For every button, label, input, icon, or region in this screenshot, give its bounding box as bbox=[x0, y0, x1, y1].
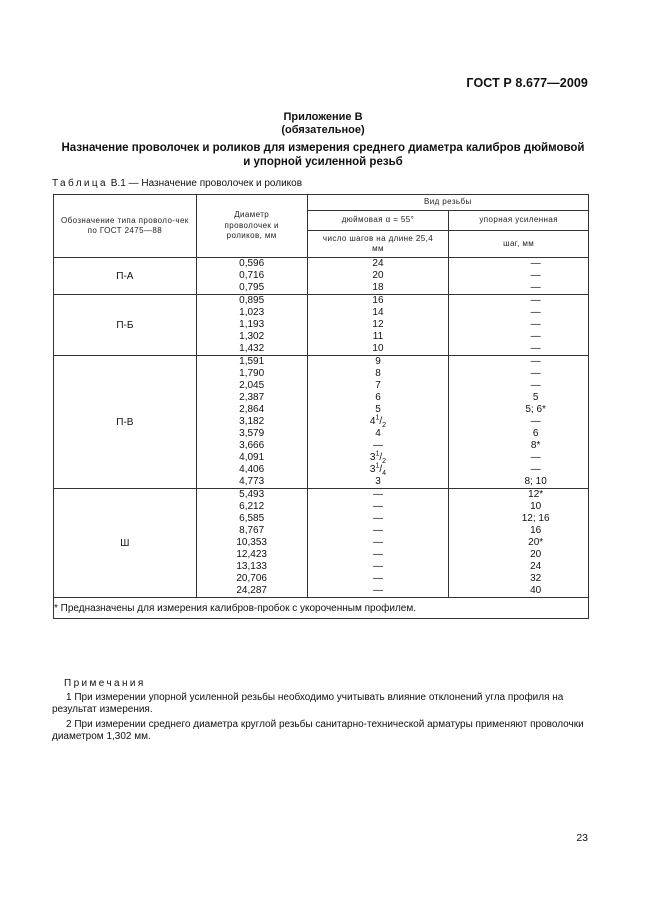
diameters-column-cell bbox=[196, 356, 307, 489]
inch-steps-value bbox=[308, 561, 449, 573]
inch-steps-value-text: 5 bbox=[375, 404, 381, 415]
diameter-value bbox=[197, 525, 307, 537]
fraction-slash: / bbox=[379, 452, 383, 463]
inch-steps-value-text: 14 bbox=[372, 307, 384, 318]
inch-steps-value bbox=[308, 258, 449, 270]
buttress-pitch-value bbox=[449, 307, 588, 319]
table-footnote: * Предназначены для измерения калибров-пробок с укороченным профилем. bbox=[54, 598, 589, 619]
inch-steps-value bbox=[308, 416, 449, 428]
inch-steps-value bbox=[308, 464, 449, 476]
inch-steps-value bbox=[308, 331, 449, 343]
inch-steps-value bbox=[308, 368, 449, 380]
buttress-pitch-value bbox=[449, 258, 588, 270]
buttress-column-cell bbox=[449, 356, 589, 489]
buttress-pitch-value bbox=[449, 573, 588, 585]
buttress-pitch-value bbox=[449, 537, 588, 549]
diameter-value bbox=[197, 428, 307, 440]
inch-steps-value-text: — bbox=[372, 513, 383, 524]
inch-steps-value-text: — bbox=[372, 440, 383, 451]
diameter-value-text: 3,182 bbox=[239, 416, 265, 427]
diameter-value-text: 0,795 bbox=[239, 282, 265, 293]
buttress-pitch-value-text: — bbox=[530, 343, 541, 354]
buttress-pitch-value-text: 8* bbox=[530, 440, 541, 451]
diameter-value bbox=[197, 416, 307, 428]
fraction-numerator: 1 bbox=[375, 414, 380, 422]
buttress-pitch-value bbox=[449, 525, 588, 537]
fraction-denominator: 2 bbox=[382, 422, 387, 429]
buttress-pitch-value bbox=[449, 282, 588, 294]
diameter-value-text: 5,493 bbox=[239, 489, 265, 500]
inch-steps-value-text: 20 bbox=[372, 270, 384, 281]
diameter-value bbox=[197, 549, 307, 561]
inch-steps-value-text: — bbox=[372, 585, 383, 596]
buttress-pitch-value bbox=[449, 452, 588, 464]
diameter-value bbox=[197, 343, 307, 355]
table-row-group bbox=[54, 295, 589, 356]
note-1: 1 При измерении упорной усиленной резьбы необходимо учитывать влияние отклонений угла профиля на результат измерения. bbox=[52, 692, 564, 715]
buttress-pitch-value-text: — bbox=[530, 380, 541, 391]
diameter-value-text: 1,193 bbox=[239, 319, 265, 330]
diameter-value bbox=[197, 513, 307, 525]
diameters-column-cell bbox=[196, 258, 307, 295]
inch-steps-value-text: 16 bbox=[372, 295, 384, 306]
type-designation: П-В bbox=[54, 356, 197, 489]
inch-steps-value bbox=[308, 585, 449, 597]
main-title-line-2: и упорной усиленной резьб bbox=[243, 156, 403, 168]
buttress-pitch-value bbox=[449, 331, 588, 343]
buttress-pitch-value-text: — bbox=[530, 368, 541, 379]
buttress-pitch-value-text: 20* bbox=[528, 537, 544, 548]
buttress-pitch-value bbox=[449, 270, 588, 282]
buttress-pitch-value bbox=[449, 380, 588, 392]
diameters-column-cell bbox=[196, 489, 307, 598]
buttress-pitch-value bbox=[449, 561, 588, 573]
diameter-value-text: 1,591 bbox=[239, 356, 265, 367]
inch-column-cell bbox=[307, 489, 449, 598]
inch-steps-value-text: — bbox=[372, 573, 383, 584]
table-row-group bbox=[54, 489, 589, 598]
main-title bbox=[40, 141, 606, 169]
diameter-value-text: 1,432 bbox=[239, 343, 265, 354]
buttress-pitch-value-text: 8; 10 bbox=[524, 476, 547, 487]
inch-steps-value bbox=[308, 270, 449, 282]
diameters-column-cell bbox=[196, 295, 307, 356]
table-caption-text: В.1 — Назначение проволочек и роликов bbox=[108, 178, 303, 189]
buttress-column-cell bbox=[449, 258, 589, 295]
notes bbox=[52, 678, 590, 746]
document-header: ГОСТ Р 8.677—2009 bbox=[466, 76, 588, 90]
diameter-value bbox=[197, 476, 307, 488]
fraction-numerator: 1 bbox=[375, 450, 380, 458]
inch-column-cell bbox=[307, 356, 449, 489]
table-body bbox=[54, 258, 589, 598]
buttress-pitch-value bbox=[449, 440, 588, 452]
buttress-pitch-value bbox=[449, 585, 588, 597]
inch-steps-value-text: — bbox=[372, 489, 383, 500]
diameter-value bbox=[197, 585, 307, 597]
inch-steps-value-text: 3 bbox=[369, 452, 376, 463]
inch-steps-value-text: 24 bbox=[372, 258, 384, 269]
diameter-value-text: 0,596 bbox=[239, 258, 265, 269]
diameter-value-text: 6,585 bbox=[239, 513, 265, 524]
diameter-value bbox=[197, 356, 307, 368]
inch-steps-value bbox=[308, 319, 449, 331]
diameter-value-text: 2,045 bbox=[239, 380, 265, 391]
buttress-pitch-value bbox=[449, 404, 588, 416]
inch-steps-value-text: 8 bbox=[375, 368, 381, 379]
fraction-slash: / bbox=[379, 464, 383, 475]
appendix-status: (обязательное) bbox=[281, 124, 365, 136]
buttress-pitch-value bbox=[449, 476, 588, 488]
diameter-value-text: 12,423 bbox=[236, 549, 267, 560]
inch-steps-value bbox=[308, 380, 449, 392]
buttress-column-cell bbox=[449, 489, 589, 598]
diameter-value bbox=[197, 380, 307, 392]
inch-steps-value bbox=[308, 295, 449, 307]
diameter-value-text: 0,716 bbox=[239, 270, 265, 281]
buttress-pitch-value-text: — bbox=[530, 452, 541, 463]
buttress-pitch-value bbox=[449, 368, 588, 380]
diameter-value-text: 13,133 bbox=[236, 561, 267, 572]
inch-steps-value-text: — bbox=[372, 537, 383, 548]
table-caption bbox=[52, 178, 302, 189]
buttress-pitch-value-text: — bbox=[530, 416, 541, 427]
diameter-value-text: 4,773 bbox=[239, 476, 265, 487]
buttress-pitch-value-text: — bbox=[530, 356, 541, 367]
fraction-denominator: 4 bbox=[382, 470, 387, 477]
buttress-pitch-value bbox=[449, 428, 588, 440]
inch-steps-value-text: 4 bbox=[375, 428, 381, 439]
table-row-group bbox=[54, 258, 589, 295]
diameter-value-text: 1,302 bbox=[239, 331, 265, 342]
page-number: 23 bbox=[576, 832, 588, 844]
diameter-value bbox=[197, 537, 307, 549]
diameter-value-text: 2,864 bbox=[239, 404, 265, 415]
inch-steps-value bbox=[308, 549, 449, 561]
buttress-pitch-value-text: 10 bbox=[530, 501, 542, 512]
buttress-pitch-value-text: — bbox=[530, 258, 541, 269]
buttress-pitch-value bbox=[449, 501, 588, 513]
header-inch: дюймовая α = 55° bbox=[307, 211, 449, 231]
table-caption-label: Таблица bbox=[52, 178, 109, 189]
header-diameter bbox=[196, 195, 307, 258]
inch-steps-value-text: 4 bbox=[369, 416, 376, 427]
inch-steps-value bbox=[308, 525, 449, 537]
diameter-value bbox=[197, 440, 307, 452]
inch-steps-value bbox=[308, 307, 449, 319]
header-thread-kind: Вид резьбы bbox=[307, 195, 588, 211]
inch-steps-value bbox=[308, 392, 449, 404]
diameter-value bbox=[197, 452, 307, 464]
inch-steps-value-text: 12 bbox=[372, 319, 384, 330]
diameter-value bbox=[197, 295, 307, 307]
buttress-pitch-value bbox=[449, 489, 588, 501]
inch-steps-value-text: 7 bbox=[375, 380, 381, 391]
footnote-row bbox=[54, 598, 589, 619]
notes-title: Примечания bbox=[64, 678, 146, 689]
inch-steps-value-text: — bbox=[372, 549, 383, 560]
diameter-value bbox=[197, 258, 307, 270]
inch-steps-value bbox=[308, 356, 449, 368]
buttress-pitch-value-text: 5 bbox=[532, 392, 539, 403]
diameter-value bbox=[197, 501, 307, 513]
buttress-pitch-value bbox=[449, 549, 588, 561]
header-inch-unit bbox=[307, 231, 449, 258]
diameter-value-text: 1,790 bbox=[239, 368, 265, 379]
inch-column-cell bbox=[307, 258, 449, 295]
inch-steps-value-text: 18 bbox=[372, 282, 384, 293]
inch-steps-value-text: — bbox=[372, 525, 383, 536]
appendix-title: Приложение В bbox=[283, 111, 363, 123]
inch-steps-value bbox=[308, 573, 449, 585]
diameter-value bbox=[197, 561, 307, 573]
inch-steps-value bbox=[308, 489, 449, 501]
buttress-pitch-value bbox=[449, 356, 588, 368]
header-buttress-unit: шаг, мм bbox=[449, 231, 589, 258]
buttress-pitch-value-text: — bbox=[530, 282, 541, 293]
inch-steps-value-text: 3 bbox=[375, 476, 381, 487]
diameter-value-text: 10,353 bbox=[236, 537, 267, 548]
buttress-pitch-value-text: 24 bbox=[530, 561, 542, 572]
inch-steps-value-text: 11 bbox=[372, 331, 384, 342]
main-title-line-1: Назначение проволочек и роликов для измерения среднего диаметра калибров дюймовой bbox=[61, 142, 585, 154]
diameter-value-text: 4,091 bbox=[239, 452, 265, 463]
diameter-value bbox=[197, 392, 307, 404]
buttress-pitch-value bbox=[449, 392, 588, 404]
diameter-value bbox=[197, 307, 307, 319]
inch-steps-value-text: — bbox=[372, 501, 383, 512]
buttress-pitch-value-text: 16 bbox=[530, 525, 542, 536]
diameter-value bbox=[197, 270, 307, 282]
inch-steps-value bbox=[308, 282, 449, 294]
diameter-value bbox=[197, 282, 307, 294]
inch-steps-value-text: 3 bbox=[369, 464, 376, 475]
inch-steps-value-text: 9 bbox=[375, 356, 381, 367]
diameter-value bbox=[197, 573, 307, 585]
buttress-pitch-value bbox=[449, 513, 588, 525]
diameter-value-text: 0,895 bbox=[239, 295, 265, 306]
diameter-value bbox=[197, 331, 307, 343]
diameter-value-text: 3,666 bbox=[239, 440, 265, 451]
note-2: 2 При измерении среднего диаметра круглой резьбы санитарно-технической арматуры применяют проволочки диаметром 1,302 мм. bbox=[52, 719, 584, 742]
diameter-value-text: 4,406 bbox=[239, 464, 265, 475]
buttress-pitch-value bbox=[449, 416, 588, 428]
buttress-pitch-value-text: 6 bbox=[532, 428, 539, 439]
buttress-pitch-value bbox=[449, 464, 588, 476]
appendix-heading bbox=[0, 111, 646, 137]
diameter-value-text: 24,287 bbox=[236, 585, 267, 596]
buttress-pitch-value-text: — bbox=[530, 331, 541, 342]
diameter-value bbox=[197, 368, 307, 380]
inch-steps-value bbox=[308, 501, 449, 513]
inch-steps-value-text: 10 bbox=[372, 343, 384, 354]
buttress-pitch-value-text: 12* bbox=[528, 489, 544, 500]
buttress-pitch-value-text: — bbox=[530, 295, 541, 306]
buttress-pitch-value-text: — bbox=[530, 464, 541, 475]
inch-steps-value bbox=[308, 343, 449, 355]
buttress-pitch-value bbox=[449, 343, 588, 355]
diameter-value bbox=[197, 319, 307, 331]
diameter-value-text: 20,706 bbox=[236, 573, 267, 584]
diameter-value bbox=[197, 464, 307, 476]
diameter-value bbox=[197, 404, 307, 416]
diameter-value-text: 8,767 bbox=[239, 525, 265, 536]
fraction-slash: / bbox=[379, 416, 383, 427]
header-diameter-text: Диаметр проволочек и роликов, мм bbox=[224, 210, 279, 241]
inch-steps-value bbox=[308, 428, 449, 440]
buttress-pitch-value-text: 12; 16 bbox=[521, 513, 550, 524]
fraction-denominator: 2 bbox=[382, 458, 387, 465]
diameter-value bbox=[197, 489, 307, 501]
fraction-numerator: 1 bbox=[375, 462, 380, 470]
inch-steps-value bbox=[308, 513, 449, 525]
buttress-pitch-value-text: — bbox=[530, 319, 541, 330]
type-designation: Ш bbox=[54, 489, 197, 598]
header-buttress: упорная усиленная bbox=[449, 211, 589, 231]
buttress-pitch-value-text: 20 bbox=[530, 549, 542, 560]
inch-steps-value bbox=[308, 537, 449, 549]
type-designation: П-А bbox=[54, 258, 197, 295]
header-inch-unit-text: число шагов на длине 25,4 мм bbox=[322, 233, 434, 253]
buttress-pitch-value-text: 40 bbox=[530, 585, 542, 596]
data-table bbox=[53, 194, 589, 619]
buttress-pitch-value bbox=[449, 295, 588, 307]
inch-steps-value-text: 6 bbox=[375, 392, 381, 403]
diameter-value-text: 2,387 bbox=[239, 392, 265, 403]
inch-steps-value-text: — bbox=[372, 561, 383, 572]
buttress-pitch-value-text: — bbox=[530, 307, 541, 318]
buttress-column-cell bbox=[449, 295, 589, 356]
diameter-value-text: 1,023 bbox=[239, 307, 265, 318]
header-type: Обозначение типа проволо-чек по ГОСТ 2475—88 bbox=[54, 195, 197, 258]
inch-steps-value bbox=[308, 476, 449, 488]
diameter-value-text: 6,212 bbox=[239, 501, 265, 512]
buttress-pitch-value-text: 5; 6* bbox=[525, 404, 546, 415]
buttress-pitch-value bbox=[449, 319, 588, 331]
type-designation: П-Б bbox=[54, 295, 197, 356]
diameter-value-text: 3,579 bbox=[239, 428, 265, 439]
buttress-pitch-value-text: — bbox=[530, 270, 541, 281]
inch-column-cell bbox=[307, 295, 449, 356]
buttress-pitch-value-text: 32 bbox=[530, 573, 542, 584]
table-row-group bbox=[54, 356, 589, 489]
